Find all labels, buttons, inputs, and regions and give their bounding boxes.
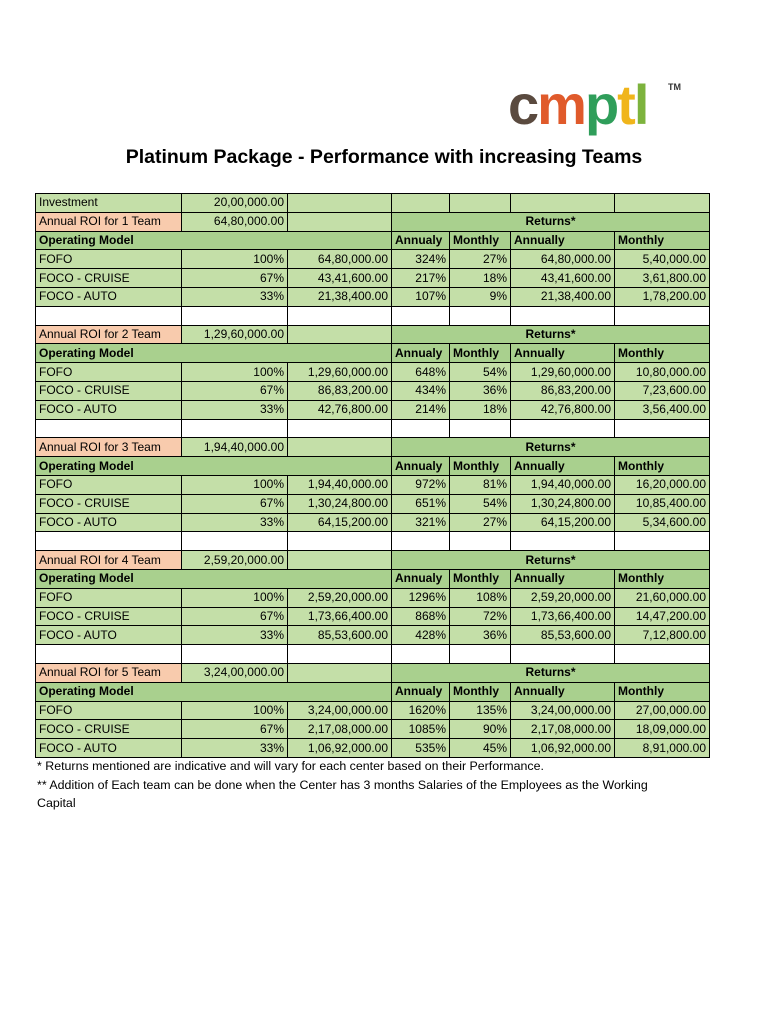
empty-cell <box>288 419 392 438</box>
percent-cell: 33% <box>182 626 288 645</box>
empty-cell <box>36 532 182 551</box>
monthly-amount-cell: 10,80,000.00 <box>615 363 710 382</box>
monthly-cell: 135% <box>450 701 511 720</box>
column-header-row <box>36 682 710 701</box>
table-row <box>36 701 710 720</box>
table-row <box>36 588 710 607</box>
annually-cell: 86,83,200.00 <box>511 381 615 400</box>
annually-cell: 64,15,200.00 <box>511 513 615 532</box>
monthly-cell: 81% <box>450 475 511 494</box>
monthly-amount-cell: 27,00,000.00 <box>615 701 710 720</box>
annually-cell: 42,76,800.00 <box>511 400 615 419</box>
monthly-amount-cell: 7,23,600.00 <box>615 381 710 400</box>
annually-cell: 64,80,000.00 <box>511 250 615 269</box>
annually-cell: 1,29,60,000.00 <box>511 363 615 382</box>
returns-header: Returns* <box>392 438 710 457</box>
empty-cell <box>511 419 615 438</box>
monthly-cell: 72% <box>450 607 511 626</box>
roi-row <box>36 325 710 344</box>
empty-cell <box>615 645 710 664</box>
annualy-cell: 434% <box>392 381 450 400</box>
empty-cell <box>36 419 182 438</box>
amount-cell: 1,94,40,000.00 <box>288 475 392 494</box>
empty-cell <box>288 532 392 551</box>
monthly-cell: 27% <box>450 250 511 269</box>
empty-cell <box>511 306 615 325</box>
spacer-row <box>36 645 710 664</box>
annually-cell: 1,94,40,000.00 <box>511 475 615 494</box>
operating-model-header: Operating Model <box>36 457 392 476</box>
roi-value: 64,80,000.00 <box>182 212 288 231</box>
annually-cell: 1,06,92,000.00 <box>511 739 615 758</box>
empty-cell <box>450 306 511 325</box>
table-row <box>36 269 710 288</box>
empty-cell <box>288 194 392 213</box>
monthly-amount-header: Monthly <box>615 457 710 476</box>
annualy-cell: 972% <box>392 475 450 494</box>
logo-letter-m: m <box>537 78 585 136</box>
amount-cell: 2,59,20,000.00 <box>288 588 392 607</box>
table-row <box>36 381 710 400</box>
annually-header: Annually <box>511 457 615 476</box>
empty-cell <box>450 419 511 438</box>
model-cell: FOFO <box>36 250 182 269</box>
monthly-amount-cell: 7,12,800.00 <box>615 626 710 645</box>
roi-value: 2,59,20,000.00 <box>182 551 288 570</box>
empty-cell <box>288 212 392 231</box>
logo-letter-p: p <box>584 78 618 136</box>
annually-header: Annually <box>511 231 615 250</box>
returns-header: Returns* <box>392 212 710 231</box>
empty-cell <box>511 532 615 551</box>
empty-cell <box>182 532 288 551</box>
monthly-header: Monthly <box>450 569 511 588</box>
monthly-cell: 18% <box>450 400 511 419</box>
monthly-header: Monthly <box>450 344 511 363</box>
footnote-3: Capital <box>37 796 76 810</box>
model-cell: FOCO - AUTO <box>36 626 182 645</box>
percent-cell: 33% <box>182 739 288 758</box>
table-row <box>36 720 710 739</box>
annualy-header: Annualy <box>392 231 450 250</box>
empty-cell <box>615 419 710 438</box>
monthly-cell: 36% <box>450 626 511 645</box>
roi-label: Annual ROI for 2 Team <box>36 325 182 344</box>
model-cell: FOCO - CRUISE <box>36 269 182 288</box>
model-cell: FOFO <box>36 475 182 494</box>
empty-cell <box>182 419 288 438</box>
column-header-row <box>36 457 710 476</box>
annually-cell: 1,73,66,400.00 <box>511 607 615 626</box>
annualy-cell: 107% <box>392 287 450 306</box>
amount-cell: 1,30,24,800.00 <box>288 494 392 513</box>
annually-cell: 85,53,600.00 <box>511 626 615 645</box>
monthly-amount-cell: 5,34,600.00 <box>615 513 710 532</box>
table-row <box>36 363 710 382</box>
monthly-amount-cell: 1,78,200.00 <box>615 287 710 306</box>
model-cell: FOCO - CRUISE <box>36 720 182 739</box>
model-cell: FOCO - AUTO <box>36 287 182 306</box>
amount-cell: 85,53,600.00 <box>288 626 392 645</box>
monthly-amount-cell: 3,61,800.00 <box>615 269 710 288</box>
annualy-header: Annualy <box>392 457 450 476</box>
annualy-cell: 1296% <box>392 588 450 607</box>
annualy-cell: 217% <box>392 269 450 288</box>
monthly-amount-cell: 14,47,200.00 <box>615 607 710 626</box>
empty-cell <box>288 645 392 664</box>
column-header-row <box>36 231 710 250</box>
returns-header: Returns* <box>392 325 710 344</box>
spacer-row <box>36 419 710 438</box>
annualy-header: Annualy <box>392 682 450 701</box>
annually-cell: 2,59,20,000.00 <box>511 588 615 607</box>
table-row <box>36 494 710 513</box>
page-title: Platinum Package - Performance with increasing Teams <box>125 146 643 168</box>
table-row <box>36 607 710 626</box>
annualy-cell: 1085% <box>392 720 450 739</box>
amount-cell: 64,15,200.00 <box>288 513 392 532</box>
model-cell: FOCO - CRUISE <box>36 607 182 626</box>
percent-cell: 67% <box>182 494 288 513</box>
monthly-header: Monthly <box>450 231 511 250</box>
roi-label: Annual ROI for 5 Team <box>36 663 182 682</box>
logo-tm: TM <box>668 82 681 92</box>
amount-cell: 42,76,800.00 <box>288 400 392 419</box>
annually-cell: 1,30,24,800.00 <box>511 494 615 513</box>
empty-cell <box>288 663 392 682</box>
spacer-row <box>36 532 710 551</box>
annualy-cell: 868% <box>392 607 450 626</box>
annualy-cell: 324% <box>392 250 450 269</box>
annualy-cell: 1620% <box>392 701 450 720</box>
model-cell: FOCO - CRUISE <box>36 381 182 400</box>
model-cell: FOFO <box>36 588 182 607</box>
empty-cell <box>392 306 450 325</box>
monthly-cell: 18% <box>450 269 511 288</box>
empty-cell <box>36 645 182 664</box>
investment-label: Investment <box>36 194 182 213</box>
annualy-header: Annualy <box>392 344 450 363</box>
monthly-amount-header: Monthly <box>615 569 710 588</box>
monthly-amount-header: Monthly <box>615 682 710 701</box>
cmptl-logo <box>508 78 688 136</box>
model-cell: FOCO - AUTO <box>36 513 182 532</box>
annualy-cell: 535% <box>392 739 450 758</box>
empty-cell <box>288 306 392 325</box>
empty-cell <box>450 532 511 551</box>
roi-label: Annual ROI for 1 Team <box>36 212 182 231</box>
monthly-cell: 54% <box>450 494 511 513</box>
roi-value: 1,29,60,000.00 <box>182 325 288 344</box>
model-cell: FOCO - CRUISE <box>36 494 182 513</box>
monthly-header: Monthly <box>450 457 511 476</box>
empty-cell <box>615 532 710 551</box>
amount-cell: 3,24,00,000.00 <box>288 701 392 720</box>
monthly-cell: 108% <box>450 588 511 607</box>
roi-row <box>36 438 710 457</box>
annualy-cell: 651% <box>392 494 450 513</box>
monthly-cell: 27% <box>450 513 511 532</box>
annualy-cell: 428% <box>392 626 450 645</box>
footnote-1: * Returns mentioned are indicative and will vary for each center based on their Performance. <box>37 759 544 773</box>
monthly-cell: 54% <box>450 363 511 382</box>
roi-row <box>36 551 710 570</box>
percent-cell: 33% <box>182 513 288 532</box>
monthly-amount-cell: 10,85,400.00 <box>615 494 710 513</box>
monthly-cell: 36% <box>450 381 511 400</box>
empty-cell <box>511 645 615 664</box>
annually-cell: 43,41,600.00 <box>511 269 615 288</box>
annualy-cell: 648% <box>392 363 450 382</box>
empty-cell <box>450 194 511 213</box>
amount-cell: 1,73,66,400.00 <box>288 607 392 626</box>
spacer-row <box>36 306 710 325</box>
table-row <box>36 400 710 419</box>
empty-cell <box>511 194 615 213</box>
annually-header: Annually <box>511 344 615 363</box>
monthly-amount-cell: 8,91,000.00 <box>615 739 710 758</box>
model-cell: FOCO - AUTO <box>36 739 182 758</box>
percent-cell: 33% <box>182 400 288 419</box>
empty-cell <box>615 306 710 325</box>
percent-cell: 67% <box>182 607 288 626</box>
amount-cell: 43,41,600.00 <box>288 269 392 288</box>
monthly-cell: 90% <box>450 720 511 739</box>
empty-cell <box>288 551 392 570</box>
percent-cell: 100% <box>182 363 288 382</box>
monthly-header: Monthly <box>450 682 511 701</box>
roi-value: 1,94,40,000.00 <box>182 438 288 457</box>
model-cell: FOFO <box>36 701 182 720</box>
table-row <box>36 250 710 269</box>
returns-header: Returns* <box>392 663 710 682</box>
annualy-cell: 214% <box>392 400 450 419</box>
performance-table <box>35 193 710 758</box>
logo-letter-c: c <box>508 78 538 136</box>
annualy-header: Annualy <box>392 569 450 588</box>
monthly-cell: 45% <box>450 739 511 758</box>
percent-cell: 100% <box>182 475 288 494</box>
percent-cell: 100% <box>182 701 288 720</box>
annually-cell: 2,17,08,000.00 <box>511 720 615 739</box>
empty-cell <box>182 645 288 664</box>
svg-text:cmptl <box>508 78 647 136</box>
footnote-2: ** Addition of Each team can be done when the Center has 3 months Salaries of the Employees as the Working <box>37 777 648 792</box>
empty-cell <box>450 645 511 664</box>
empty-cell <box>392 194 450 213</box>
percent-cell: 100% <box>182 588 288 607</box>
percent-cell: 33% <box>182 287 288 306</box>
column-header-row <box>36 569 710 588</box>
table-body <box>36 194 710 758</box>
operating-model-header: Operating Model <box>36 682 392 701</box>
monthly-amount-cell: 18,09,000.00 <box>615 720 710 739</box>
annually-cell: 21,38,400.00 <box>511 287 615 306</box>
percent-cell: 100% <box>182 250 288 269</box>
monthly-amount-cell: 3,56,400.00 <box>615 400 710 419</box>
amount-cell: 21,38,400.00 <box>288 287 392 306</box>
empty-cell <box>615 194 710 213</box>
monthly-cell: 9% <box>450 287 511 306</box>
table-row <box>36 287 710 306</box>
amount-cell: 64,80,000.00 <box>288 250 392 269</box>
amount-cell: 2,17,08,000.00 <box>288 720 392 739</box>
monthly-amount-header: Monthly <box>615 344 710 363</box>
monthly-amount-cell: 21,60,000.00 <box>615 588 710 607</box>
monthly-amount-cell: 16,20,000.00 <box>615 475 710 494</box>
roi-label: Annual ROI for 3 Team <box>36 438 182 457</box>
operating-model-header: Operating Model <box>36 231 392 250</box>
logo-letter-t: t <box>617 78 634 136</box>
annually-header: Annually <box>511 682 615 701</box>
empty-cell <box>392 645 450 664</box>
table-row <box>36 739 710 758</box>
model-cell: FOFO <box>36 363 182 382</box>
empty-cell <box>36 306 182 325</box>
operating-model-header: Operating Model <box>36 344 392 363</box>
empty-cell <box>392 532 450 551</box>
empty-cell <box>392 419 450 438</box>
table-row <box>36 475 710 494</box>
investment-value: 20,00,000.00 <box>182 194 288 213</box>
monthly-amount-cell: 5,40,000.00 <box>615 250 710 269</box>
annually-header: Annually <box>511 569 615 588</box>
column-header-row <box>36 344 710 363</box>
empty-cell <box>288 438 392 457</box>
roi-value: 3,24,00,000.00 <box>182 663 288 682</box>
empty-cell <box>182 306 288 325</box>
operating-model-header: Operating Model <box>36 569 392 588</box>
roi-row <box>36 663 710 682</box>
percent-cell: 67% <box>182 720 288 739</box>
footnotes <box>37 757 717 813</box>
table-row <box>36 513 710 532</box>
table-row <box>36 626 710 645</box>
roi-row <box>36 212 710 231</box>
amount-cell: 86,83,200.00 <box>288 381 392 400</box>
model-cell: FOCO - AUTO <box>36 400 182 419</box>
percent-cell: 67% <box>182 269 288 288</box>
monthly-amount-header: Monthly <box>615 231 710 250</box>
logo-letter-l: l <box>633 78 648 136</box>
percent-cell: 67% <box>182 381 288 400</box>
returns-header: Returns* <box>392 551 710 570</box>
roi-label: Annual ROI for 4 Team <box>36 551 182 570</box>
empty-cell <box>288 325 392 344</box>
amount-cell: 1,06,92,000.00 <box>288 739 392 758</box>
investment-row <box>36 194 710 213</box>
annualy-cell: 321% <box>392 513 450 532</box>
annually-cell: 3,24,00,000.00 <box>511 701 615 720</box>
amount-cell: 1,29,60,000.00 <box>288 363 392 382</box>
